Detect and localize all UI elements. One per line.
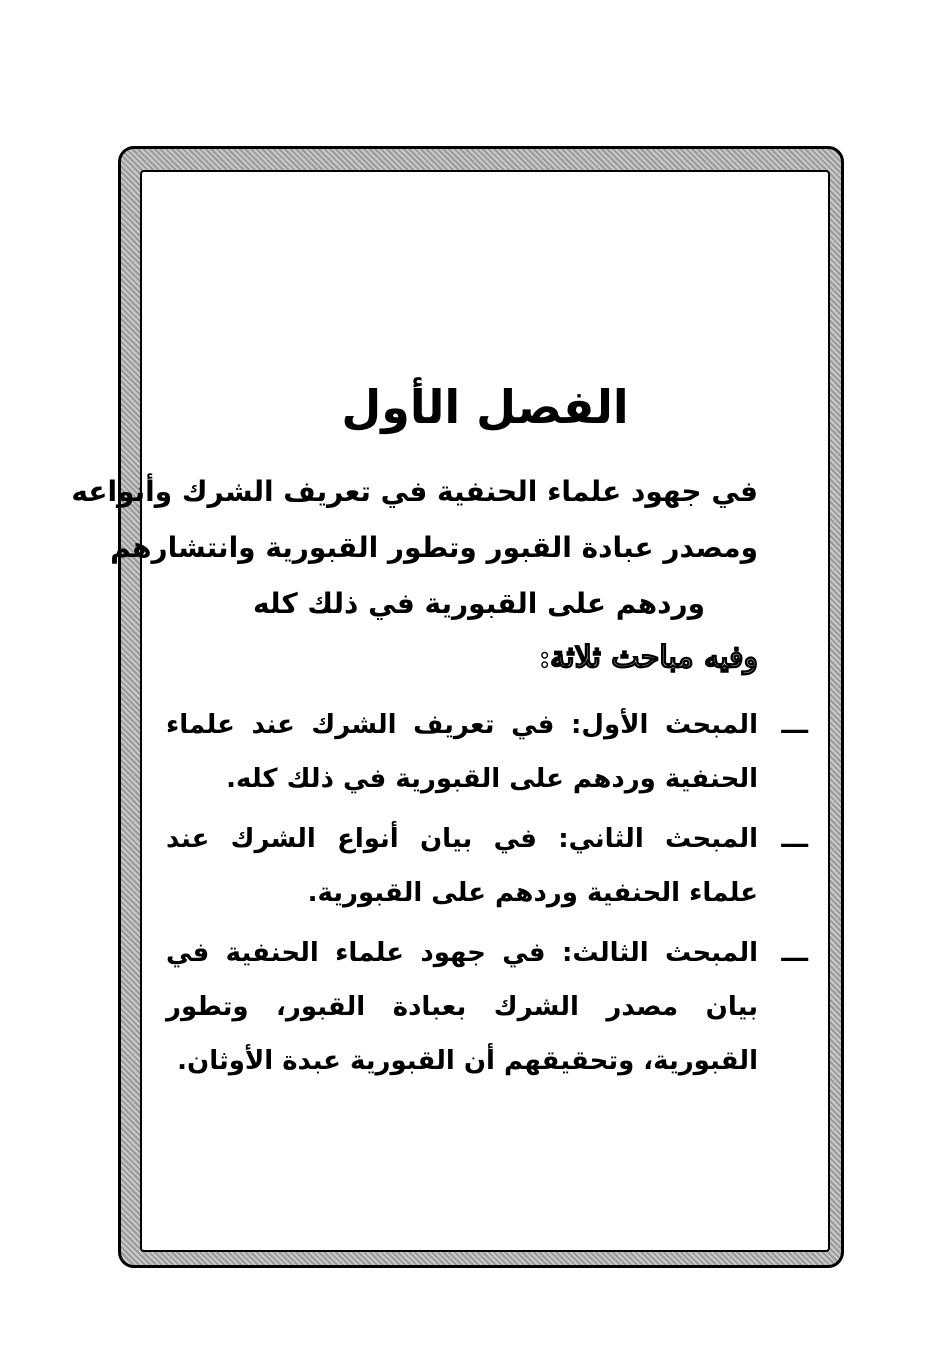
section-title: المبحث الأول: — [571, 710, 758, 740]
section-title: المبحث الثالث: — [561, 938, 758, 968]
page-content — [71, 170, 830, 1252]
section-item — [166, 698, 808, 806]
section-item — [166, 812, 808, 920]
list-dash: ـــ — [781, 824, 808, 854]
section-text: في تعريف الشرك عند علماء الحنفية وردهم على القبورية في ذلك كله. — [166, 710, 758, 794]
section-text: في جهود علماء الحنفية في بيان مصدر الشرك بعبادة القبور، وتطور القبورية، وتحقيقهم أن القبورية عبدة الأوثان. — [166, 938, 758, 1076]
list-dash: ـــ — [781, 710, 808, 740]
subtitle-line: ومصدر عبادة القبور وتطور القبورية وانتشارهم — [110, 531, 758, 564]
chapter-title: الفصل الأول — [341, 380, 629, 434]
section-item — [166, 926, 808, 1088]
subtitle-line: في جهود علماء الحنفية في تعريف الشرك وأنواعه — [71, 475, 758, 508]
section-title: المبحث الثاني: — [558, 824, 758, 854]
sections-intro: وفيه مباحث ثلاثة: — [539, 640, 758, 675]
section-text: في بيان أنواع الشرك عند علماء الحنفية وردهم على القبورية. — [166, 824, 758, 908]
chapter-subtitle — [71, 464, 758, 632]
sections-list — [166, 698, 808, 1094]
list-dash: ـــ — [781, 938, 808, 968]
subtitle-line: وردهم على القبورية في ذلك كله — [252, 587, 706, 620]
